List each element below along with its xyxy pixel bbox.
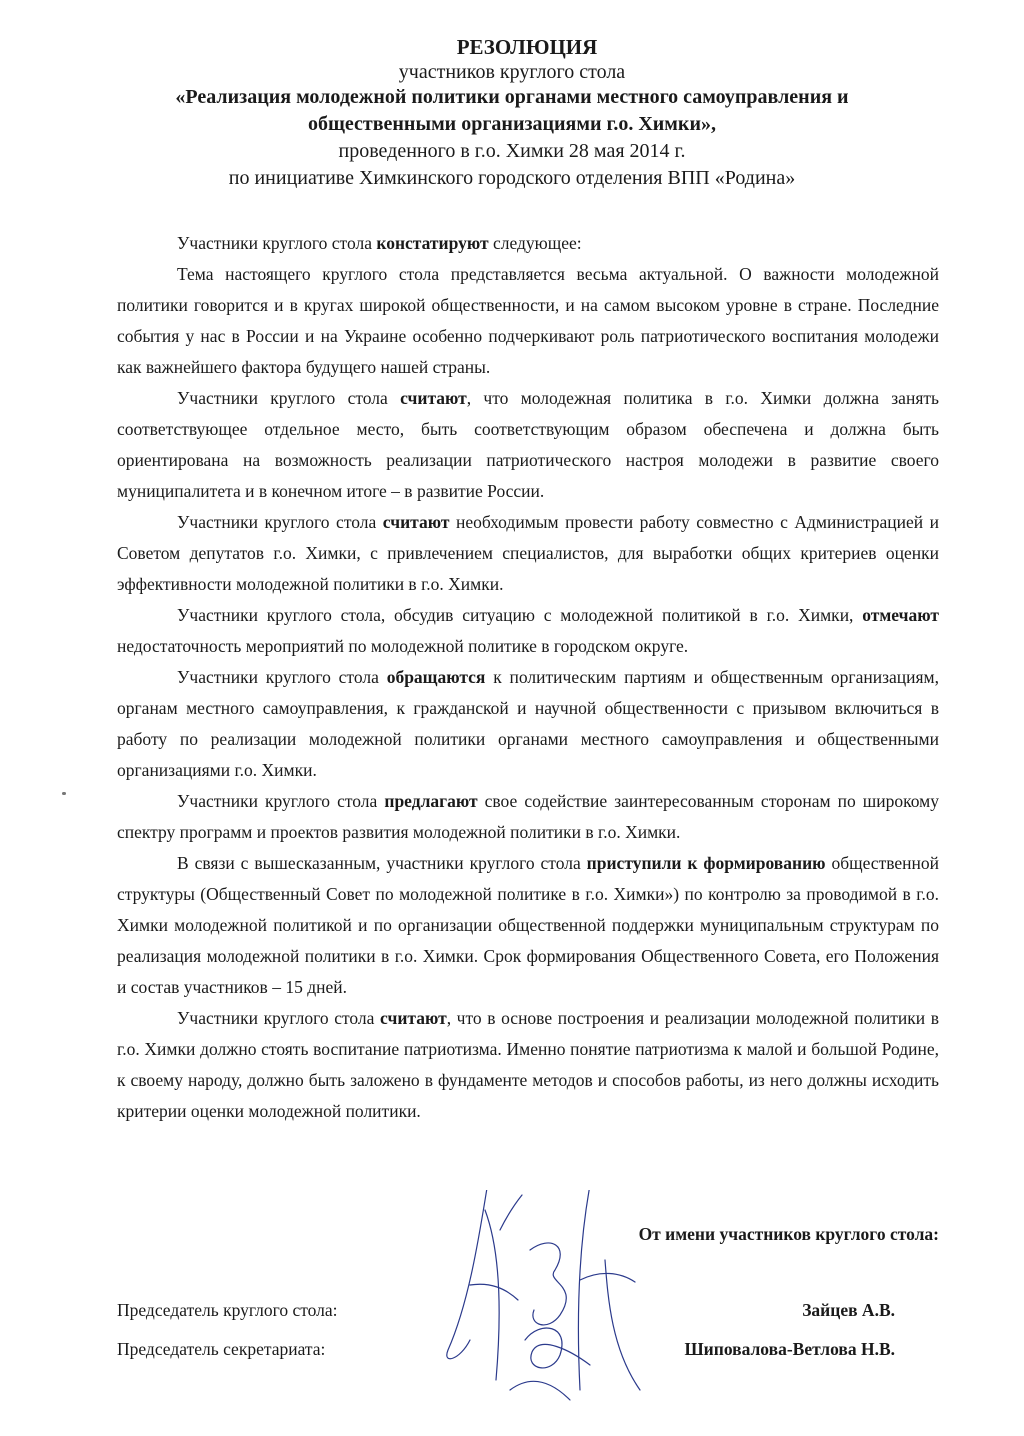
paragraph-8: В связи с вышесказанным, участники круглого стола приступили к формированию общественной структуры (Общественный Совет по молодежной политике в г.о. Химки») по контролю за проводимой в г.о. Химки молодежной политикой и по организации общественной поддержки муниципальным структурам по реализация молодежной политики в г.о. Химки. Срок формирования Общественного Совета, его Положения и состав участников – 15 дней. [117,853,939,997]
header-subtitle: участников круглого стола [398,61,626,83]
paragraph-4: Участники круглого стола считают необходимым провести работу совместно с Администрацией и Советом депутатов г.о. Химки, с привлечением специалистов, для выработки общих критериев оценки эффективности молодежной политики в г.о. Химки. [117,512,939,594]
document-header [0,34,1024,192]
chair-label: Председатель круглого стола: [117,1300,338,1320]
header-date-line: проведенного в г.о. Химки 28 мая 2014 г. [338,140,686,162]
on-behalf-caption: От имени участников круглого стола: [638,1224,939,1244]
secretariat-name: Шиповалова-Ветлова Н.В. [684,1339,895,1359]
header-initiative-line: по инициативе Химкинского городского отделения ВПП «Родина» [228,167,796,189]
scan-speck [62,792,66,795]
paragraph-7: Участники круглого стола предлагают свое содействие заинтересованным сторонам по широкому спектру программ и проектов развития молодежной политики в г.о. Химки. [117,791,939,842]
paragraph-6: Участники круглого стола обращаются к политическим партиям и общественным организациям, органам местного самоуправления, к гражданской и научной общественности с призывом включиться в работу по реализации молодежной политики органами местного самоуправления и общественными организациями г.о. Химки. [117,667,940,780]
paragraph-3: Участники круглого стола считают, что молодежная политика в г.о. Химки должна занять соответствующее отдельное место, быть соответствующим образом обеспечена и должна быть ориентирована на возможность реализации патриотического настроя молодежи в развитие своего муниципалитета и в конечном итоге – в развитие России. [117,388,939,501]
chair-name: Зайцев А.В. [802,1300,895,1320]
header-topic-line-1: «Реализация молодежной политики органами местного самоуправления и [175,86,849,108]
resolution-body [117,228,939,1127]
paragraph-2: Тема настоящего круглого стола представляется весьма актуальной. О важности молодежной политики говорится и в кругах широкой общественности, и на самом высоком уровне в стране. Последние события у нас в России и на Украине особенно подчеркивают роль патриотического воспитания молодежи как важнейшего фактора будущего нашей страны. [117,264,939,377]
header-topic-line-2: общественными организациями г.о. Химки», [308,113,716,135]
paragraph-5: Участники круглого стола, обсудив ситуацию с молодежной политикой в г.о. Химки, отмечают недостаточность мероприятий по молодежной политике в городском округе. [117,605,939,656]
paragraph-9: Участники круглого стола считают, что в основе построения и реализации молодежной политики в г.о. Химки должно стоять воспитание патриотизма. Именно понятие патриотизма к малой и большой Родине, к своему народу, должно быть заложено в фундаменте методов и способов работы, из него должны исходить критерии оценки молодежной политики. [117,1008,940,1121]
paragraph-1: Участники круглого стола констатируют следующее: [177,233,582,253]
document-title: РЕЗОЛЮЦИЯ [456,35,598,59]
secretariat-label: Председатель секретариата: [117,1339,326,1359]
handwritten-signature-icon [430,1190,650,1410]
